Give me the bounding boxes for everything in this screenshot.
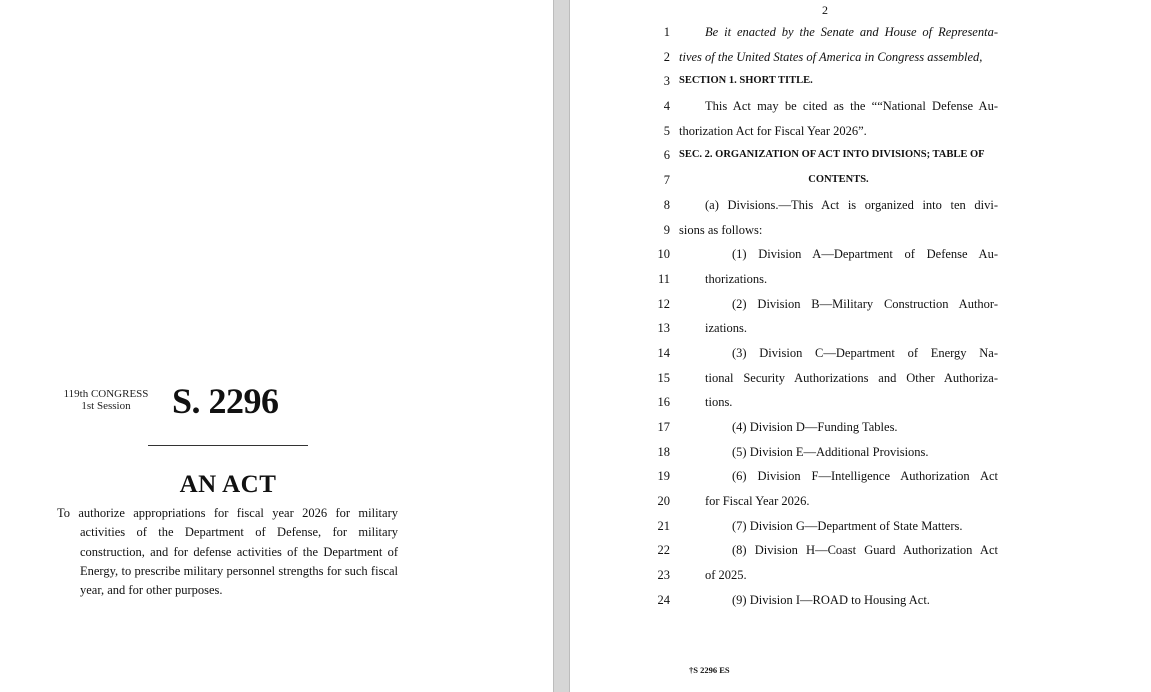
text-line bbox=[570, 588, 1151, 613]
bill-number: S. 2296 bbox=[172, 381, 279, 421]
line-number: 15 bbox=[657, 370, 670, 385]
session-label: 1st Session bbox=[81, 400, 131, 412]
text-line bbox=[570, 415, 1151, 440]
text-line bbox=[570, 45, 1151, 70]
act-purpose: To authorize appropriations for fiscal year 2026 for military activities of the Department of Defense, for military construction, and for defense activities of the Department of Energy, to prescribe military personnel strengths for such fiscal year, and for other purposes. bbox=[57, 506, 398, 598]
line-text: (8) Division H—Coast Guard Authorization Act bbox=[732, 543, 998, 558]
line-text: (4) Division D—Funding Tables. bbox=[732, 420, 898, 434]
text-line bbox=[570, 366, 1151, 391]
text-line bbox=[570, 94, 1151, 119]
line-number: 20 bbox=[657, 494, 670, 509]
text-line bbox=[570, 538, 1151, 563]
right-page bbox=[570, 0, 1151, 692]
line-number: 11 bbox=[657, 271, 670, 286]
line-number: 6 bbox=[663, 148, 670, 163]
text-line bbox=[570, 292, 1151, 317]
line-text: tions. bbox=[705, 395, 733, 410]
text-line bbox=[570, 193, 1151, 218]
line-text: of 2025. bbox=[705, 568, 747, 583]
text-line bbox=[570, 316, 1151, 341]
line-text: for Fiscal Year 2026. bbox=[705, 494, 810, 509]
text-line bbox=[570, 464, 1151, 489]
line-number: 4 bbox=[663, 99, 670, 114]
line-number: 22 bbox=[657, 543, 670, 558]
line-text: (2) Division B—Military Construction Author- bbox=[732, 296, 998, 311]
line-number: 3 bbox=[663, 74, 670, 89]
line-number: 2 bbox=[663, 49, 670, 64]
text-line bbox=[570, 489, 1151, 514]
line-number: 17 bbox=[657, 420, 670, 434]
text-line bbox=[570, 69, 1151, 94]
congress-session-label bbox=[54, 388, 158, 412]
bill-text-lines bbox=[570, 20, 1151, 613]
line-text: (6) Division F—Intelligence Authorization Act bbox=[732, 469, 998, 484]
text-line bbox=[570, 267, 1151, 292]
section-heading: SECTION 1. SHORT TITLE. bbox=[679, 75, 813, 87]
line-text: (3) Division C—Department of Energy Na- bbox=[732, 345, 998, 360]
line-text: (5) Division E—Additional Provisions. bbox=[732, 444, 929, 459]
line-text: thorizations. bbox=[705, 271, 768, 286]
text-line bbox=[570, 563, 1151, 588]
line-number: 19 bbox=[657, 469, 670, 484]
line-text: This Act may be cited as the ““National Defense Au- bbox=[705, 99, 998, 114]
text-line bbox=[570, 143, 1151, 168]
act-heading: AN ACT bbox=[179, 471, 277, 498]
line-text: (9) Division I—ROAD to Housing Act. bbox=[732, 592, 930, 607]
line-text: Be it enacted by the Senate and House of Representa- bbox=[705, 25, 998, 39]
text-line bbox=[570, 514, 1151, 539]
section-heading: SEC. 2. ORGANIZATION OF ACT INTO DIVISIONS; TABLE OF bbox=[679, 149, 985, 161]
line-text: tional Security Authorizations and Other Authoriza- bbox=[705, 370, 998, 385]
line-number: 10 bbox=[657, 247, 670, 262]
page-gutter bbox=[553, 0, 570, 692]
line-number: 9 bbox=[663, 222, 670, 237]
line-text: (1) Division A—Department of Defense Au- bbox=[732, 247, 998, 262]
page-number: 2 bbox=[822, 3, 828, 17]
text-line bbox=[570, 341, 1151, 366]
line-number: 1 bbox=[663, 25, 670, 39]
text-line bbox=[570, 20, 1151, 45]
text-line bbox=[570, 168, 1151, 193]
line-number: 14 bbox=[657, 345, 670, 360]
text-line bbox=[570, 242, 1151, 267]
line-text: thorization Act for Fiscal Year 2026”. bbox=[679, 123, 867, 138]
text-line bbox=[570, 440, 1151, 465]
divider-rule bbox=[148, 445, 308, 446]
line-number: 24 bbox=[657, 592, 670, 607]
line-number: 13 bbox=[657, 321, 670, 336]
congress-label: 119th CONGRESS bbox=[63, 388, 149, 400]
text-line bbox=[570, 119, 1151, 144]
line-text: tives of the United States of America in Congress assembled, bbox=[679, 49, 983, 64]
section-heading: CONTENTS. bbox=[808, 174, 869, 186]
line-text: (a) Divisions.—This Act is organized into ten divi- bbox=[705, 197, 998, 212]
line-number: 12 bbox=[657, 296, 670, 311]
line-text: (7) Division G—Department of State Matters. bbox=[732, 518, 963, 533]
left-page bbox=[0, 0, 553, 692]
line-number: 18 bbox=[657, 444, 670, 459]
text-line bbox=[570, 390, 1151, 415]
line-number: 7 bbox=[663, 173, 670, 188]
line-text: izations. bbox=[705, 321, 748, 336]
line-number: 23 bbox=[657, 568, 670, 583]
line-number: 8 bbox=[663, 197, 670, 212]
text-line bbox=[570, 218, 1151, 243]
line-number: 16 bbox=[657, 395, 670, 410]
line-text: sions as follows: bbox=[679, 222, 763, 237]
line-number: 5 bbox=[663, 123, 670, 138]
line-number: 21 bbox=[657, 518, 670, 533]
footer-bill-code: †S 2296 ES bbox=[689, 665, 730, 675]
